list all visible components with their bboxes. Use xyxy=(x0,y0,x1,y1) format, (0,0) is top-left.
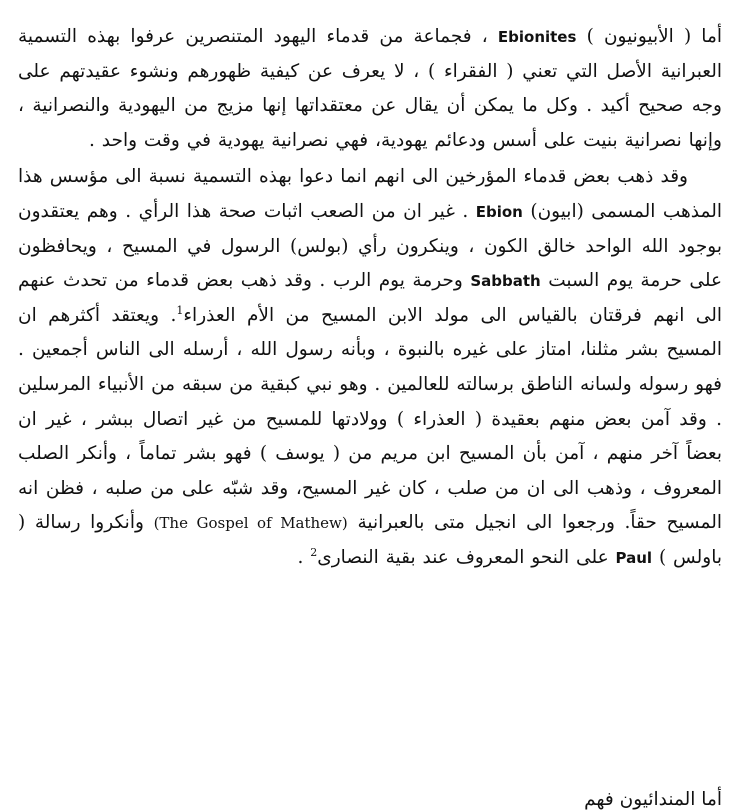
text-segment: . ويعتقد أكثرهم ان المسيح بشر مثلنا، امتاز على غيره بالنبوة ، وبأنه رسول الله ، أرسله الى الناس أجمعين . فهو رسوله ولسانه الناطق برسالته للعالمين . وهو نبي كبقية من سبقه من الأنبياء المرسلين . وقد آمن بعض منهم بعقيدة ( العذراء ) وولادتها للمسيح من غير اتصال ببشر ، غير ان بعضاً آخر منهم ، آمن بأن المسيح ابن مريم من ( يوسف ) فهو بشر تماماً ، وأنكر الصلب المعروف ، وذهب الى ان من صلب ، كان غير المسيح، وقد شبّه على من صلبه ، فظن انه المسيح حقاً. ورجعوا الى انجيل متى بالعبرانية xyxy=(18,304,723,534)
paragraph-ebionites-intro xyxy=(18,20,722,158)
paragraph-ebionites-beliefs xyxy=(18,160,722,575)
text-segment: . xyxy=(297,546,304,568)
latin-term-sabbath: Sabbath xyxy=(470,272,541,291)
text-segment: وحرمة يوم الرب . وقد ذهب بعض قدماء من تحدث عنهم الى انهم فرقتان بالقياس الى مولد الابن المسيح من الأم العذراء xyxy=(18,270,722,326)
text-segment: وأنكروا رسالة ( باولس ) xyxy=(18,512,722,568)
partial-next-line: أما المندائيون فهم xyxy=(584,789,722,810)
text-segment: وقد ذهب بعض قدماء المؤرخين الى انهم انما دعوا بهذه التسمية نسبة الى مؤسس هذا المذهب المسمى (ابيون) xyxy=(18,166,722,222)
latin-term-ebionites: Ebionites xyxy=(497,28,577,46)
footnote-marker-2: 2 xyxy=(310,545,318,559)
text-segment: ، فجماعة من قدماء اليهود المتنصرين عرفوا بهذه التسمية العبرانية الأصل التي تعني ( الفقراء ) ، لا يعرف عن كيفية ظهورهم ونشوء عقيدتهم على وجه صحيح أكيد . وكل ما يمكن أن يقال عن معتقداتها إنها مزيج من اليهودية والنصرانية ، وإنها نصرانية بنيت على أسس ودعائم يهودية، فهي نصرانية يهودية في وقت واحد . xyxy=(18,26,722,151)
latin-term-paul: Paul xyxy=(615,548,653,567)
text-segment: أما ( الأبيونيون ) xyxy=(586,26,722,47)
latin-term-ebion: Ebion xyxy=(475,202,523,221)
text-segment: على النحو المعروف عند بقية النصارى xyxy=(317,546,609,568)
text-segment: . غير ان من الصعب اثبات صحة هذا الرأي . وهم يعتقدون بوجود الله الواحد خالق الكون ، وينكرون رأي (بولس) الرسول في المسيح ، ويحافظون على حرمة يوم السبت xyxy=(18,200,722,292)
footnote-marker-1: 1 xyxy=(176,303,184,317)
latin-term-gospel-of-mathew: (The Gospel of Mathew) xyxy=(153,514,348,533)
